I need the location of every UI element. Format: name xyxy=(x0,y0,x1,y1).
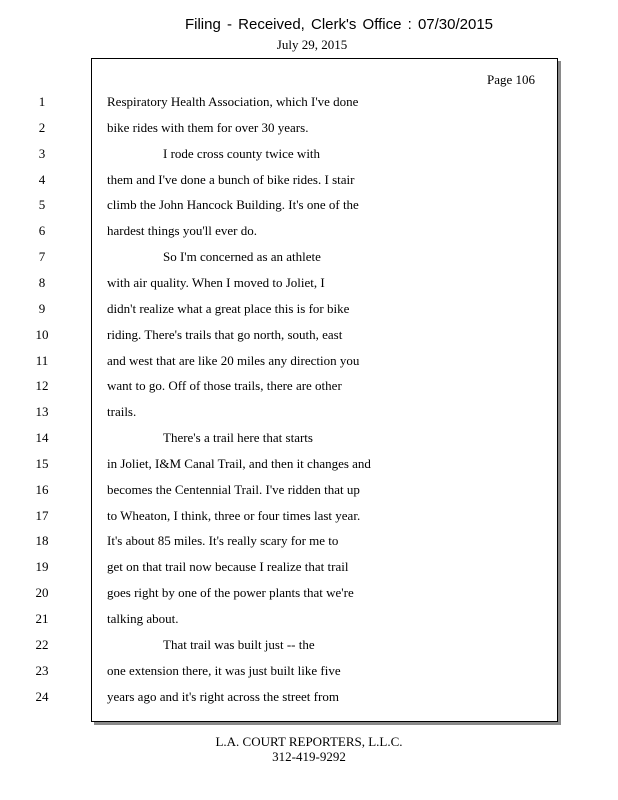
filing-stamp: Filing - Received, Clerk's Office : 07/30/2015 xyxy=(184,16,494,33)
line-text: So I'm concerned as an athlete xyxy=(163,249,321,265)
line-number: 22 xyxy=(35,636,49,652)
line-number: 8 xyxy=(38,274,46,290)
transcript-line xyxy=(0,663,618,681)
line-text: climb the John Hancock Building. It's one of the xyxy=(107,197,359,213)
transcript-line xyxy=(0,275,618,293)
line-text: in Joliet, I&M Canal Trail, and then it changes and xyxy=(107,455,371,471)
transcript-line xyxy=(0,404,618,422)
transcript-line xyxy=(0,456,618,474)
line-text: There's a trail here that starts xyxy=(163,430,313,446)
transcript-line xyxy=(0,559,618,577)
line-text: riding. There's trails that go north, south, east xyxy=(107,326,343,342)
line-number: 11 xyxy=(35,352,49,368)
transcript-date: July 29, 2015 xyxy=(276,37,348,52)
reporter-phone: 312-419-9292 xyxy=(272,749,346,764)
transcript-line xyxy=(0,120,618,138)
line-number: 2 xyxy=(38,119,46,135)
line-text: hardest things you'll ever do. xyxy=(107,223,258,239)
transcript-line xyxy=(0,637,618,655)
transcript-line xyxy=(0,689,618,707)
line-number: 23 xyxy=(35,662,49,678)
transcript-line xyxy=(0,611,618,629)
line-number: 13 xyxy=(35,404,49,420)
line-text: get on that trail now because I realize that trail xyxy=(107,559,349,575)
transcript-line xyxy=(0,378,618,396)
line-text: one extension there, it was just built like five xyxy=(107,662,341,678)
transcript-line xyxy=(0,327,618,345)
line-text: trails. xyxy=(107,404,137,420)
transcript-line xyxy=(0,197,618,215)
transcript-line xyxy=(0,353,618,371)
transcript-line xyxy=(0,301,618,319)
line-number: 21 xyxy=(35,611,49,626)
line-text: becomes the Centennial Trail. I've ridden that up xyxy=(107,481,360,497)
transcript-line xyxy=(0,172,618,190)
line-text: That trail was built just -- the xyxy=(163,636,315,652)
line-number: 10 xyxy=(35,326,49,342)
line-number: 1 xyxy=(38,94,46,109)
line-number: 16 xyxy=(35,481,49,497)
line-text: to Wheaton, I think, three or four times last year. xyxy=(107,507,361,523)
transcript-line xyxy=(0,430,618,448)
reporter-company: L.A. COURT REPORTERS, L.L.C. xyxy=(215,734,403,749)
line-number: 20 xyxy=(35,585,49,601)
line-number: 18 xyxy=(35,533,49,549)
line-number: 5 xyxy=(38,197,46,213)
line-number: 12 xyxy=(35,378,49,394)
line-text: goes right by one of the power plants that we're xyxy=(107,585,354,601)
transcript-line xyxy=(0,94,618,112)
transcript-line xyxy=(0,482,618,500)
transcript-line xyxy=(0,585,618,603)
line-text: I rode cross county twice with xyxy=(163,145,321,161)
transcript-line xyxy=(0,508,618,526)
transcript-line xyxy=(0,249,618,267)
line-number: 24 xyxy=(35,688,49,704)
line-text: and west that are like 20 miles any direction you xyxy=(107,352,360,368)
line-number: 14 xyxy=(35,430,49,446)
line-number: 7 xyxy=(38,249,46,265)
line-text: with air quality. When I moved to Joliet, I xyxy=(107,274,325,290)
line-number: 9 xyxy=(38,300,46,316)
line-text: talking about. xyxy=(107,611,179,626)
line-text: bike rides with them for over 30 years. xyxy=(107,119,309,135)
line-number: 19 xyxy=(35,559,49,575)
page-number: Page 106 xyxy=(486,72,535,87)
transcript-line xyxy=(0,223,618,241)
line-text: didn't realize what a great place this is for bike xyxy=(107,300,350,316)
line-number: 6 xyxy=(38,223,46,239)
line-text: Respiratory Health Association, which I've done xyxy=(107,94,359,109)
line-text: them and I've done a bunch of bike rides. I stair xyxy=(107,171,355,187)
line-number: 4 xyxy=(38,171,46,187)
line-text: years ago and it's right across the street from xyxy=(107,688,339,704)
line-number: 3 xyxy=(38,145,46,161)
line-text: It's about 85 miles. It's really scary for me to xyxy=(107,533,339,549)
line-number: 17 xyxy=(35,507,49,523)
line-text: want to go. Off of those trails, there are other xyxy=(107,378,342,394)
line-number: 15 xyxy=(35,455,49,471)
transcript-line xyxy=(0,533,618,551)
transcript-line xyxy=(0,146,618,164)
